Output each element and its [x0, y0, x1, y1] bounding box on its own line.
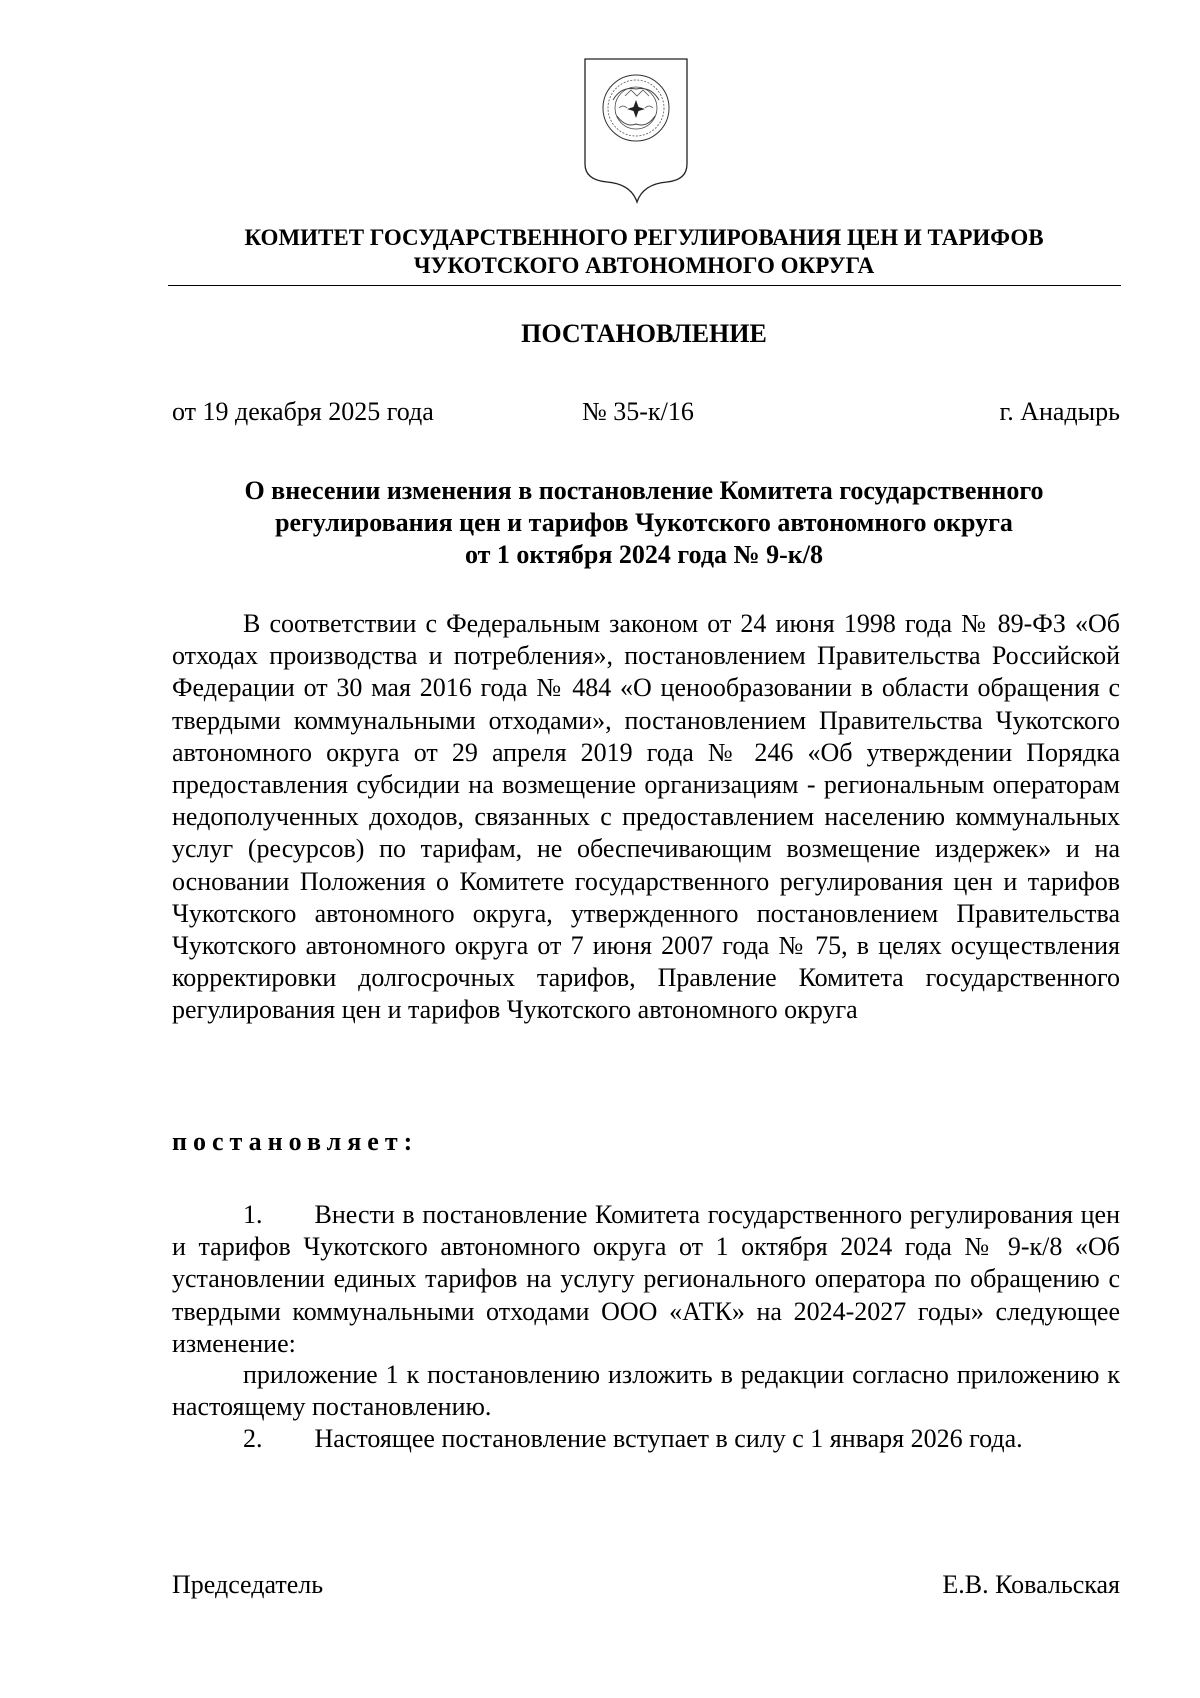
organization-name-line2: ЧУКОТСКОГО АВТОНОМНОГО ОКРУГА — [413, 253, 875, 278]
clause-1-amendment: приложение 1 к постановлению изложить в редакции согласно приложению к настоящему постановлению. — [172, 1360, 1120, 1422]
resolves-heading: постановляет: — [172, 1127, 419, 1156]
document-title-line1: О внесении изменения в постановление Комитета государственного — [244, 476, 1044, 505]
clause-2: 2. Настоящее постановление вступает в силу с 1 января 2026 года. — [243, 1424, 1023, 1453]
document-title-line2: регулирования цен и тарифов Чукотского автономного округа — [275, 508, 1013, 537]
header-divider — [168, 285, 1121, 286]
document-type: ПОСТАНОВЛЕНИЕ — [521, 319, 767, 348]
signatory-position: Председатель — [172, 1570, 324, 1599]
coat-of-arms-icon — [581, 56, 691, 206]
document-place: г. Анадырь — [999, 397, 1120, 426]
document-title-line3: от 1 октября 2024 года № 9-к/8 — [465, 540, 823, 569]
document-date: от 19 декабря 2025 года — [172, 397, 434, 426]
preamble-paragraph: В соответствии с Федеральным законом от 24 июня 1998 года № 89-ФЗ «Об отходах производства и потребления», постановлением Правительства Российской Федерации от 30 мая 2016 года № 484 «О ценообразовании в области обращения с твердыми коммунальными отходами», постановлением Правительства Чукотского автономного округа от 29 апреля 2019 года № 246 «Об утверждении Порядка предоставления субсидии на возмещение организациям - региональным операторам недополученных доходов, связанных с предоставлением населению коммунальных услуг (ресурсов) по тарифам, не обеспечивающим возмещение издержек» и на основании Положения о Комитете государственного регулирования цен и тарифов Чукотского автономного округа, утвержденного постановлением Правительства Чукотского автономного округа от 7 июня 2007 года № 75, в целях осуществления корректировки долгосрочных тарифов, Правление Комитета государственного регулирования цен и тарифов Чукотского автономного округа — [172, 609, 1120, 1025]
clause-1: 1. Внести в постановление Комитета государственного регулирования цен и тарифов Чукотского автономного округа от 1 октября 2024 года № 9-к/8 «Об установлении единых тарифов на услугу регионального оператора по обращению с твердыми коммунальными отходами ООО «АТК» на 2024-2027 годы» следующее изменение: — [172, 1200, 1120, 1358]
signatory-name: Е.В. Ковальская — [942, 1570, 1120, 1599]
document-number: № 35-к/16 — [582, 397, 694, 426]
organization-name-line1: КОМИТЕТ ГОСУДАРСТВЕННОГО РЕГУЛИРОВАНИЯ ЦЕН И ТАРИФОВ — [244, 225, 1044, 250]
